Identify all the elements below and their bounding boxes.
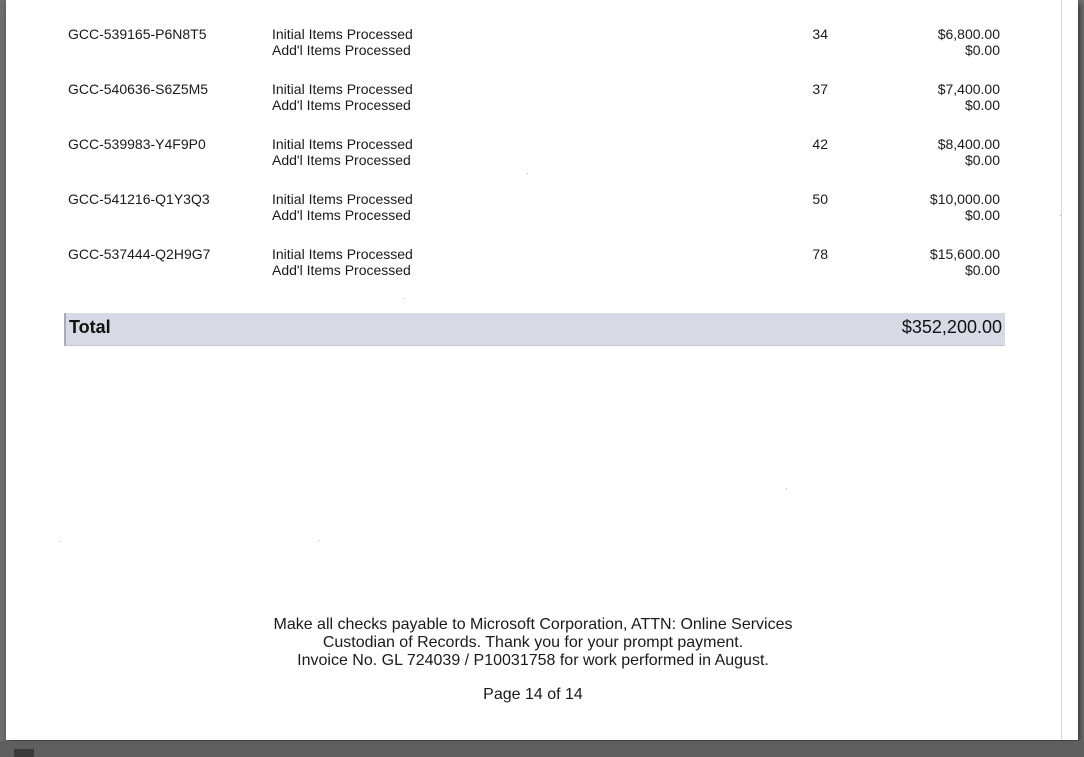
addl-items-label: Add'l Items Processed <box>272 262 411 278</box>
item-description <box>272 191 413 223</box>
line-item-row <box>6 191 1078 225</box>
addl-items-label: Add'l Items Processed <box>272 207 411 223</box>
line-item-row <box>6 26 1078 60</box>
total-bar <box>64 313 1005 346</box>
item-amount <box>886 81 1000 113</box>
initial-amount: $8,400.00 <box>937 136 1000 152</box>
line-item-row <box>6 136 1078 170</box>
payment-instructions-line-2: Custodian of Records. Thank you for your prompt payment. <box>322 634 744 651</box>
item-quantity: 50 <box>812 191 828 207</box>
initial-items-label: Initial Items Processed <box>272 81 413 97</box>
addl-amount: $0.00 <box>964 207 1000 223</box>
addl-amount: $0.00 <box>964 262 1000 278</box>
invoice-reference-line: Invoice No. GL 724039 / P10031758 for work performed in August. <box>297 652 769 669</box>
addl-amount: $0.00 <box>964 152 1000 168</box>
case-id: GCC-540636-S6Z5M5 <box>68 81 209 97</box>
viewer-bottom-strip <box>0 741 1084 757</box>
line-item-row <box>6 81 1078 115</box>
addl-items-label: Add'l Items Processed <box>272 152 411 168</box>
case-id: GCC-539983-Y4F9P0 <box>68 136 206 152</box>
item-quantity: 34 <box>812 26 828 42</box>
item-quantity: 37 <box>812 81 828 97</box>
item-description <box>272 136 413 168</box>
payment-instructions-line-1: Make all checks payable to Microsoft Corporation, ATTN: Online Services <box>273 616 793 633</box>
item-quantity: 42 <box>812 136 828 152</box>
initial-items-label: Initial Items Processed <box>272 26 413 42</box>
item-description <box>272 246 413 278</box>
case-id: GCC-537444-Q2H9G7 <box>68 246 211 262</box>
line-item-row <box>6 246 1078 280</box>
payment-instructions <box>196 616 870 670</box>
scan-speck <box>60 541 61 542</box>
addl-items-label: Add'l Items Processed <box>272 97 411 113</box>
addl-amount: $0.00 <box>964 97 1000 113</box>
total-label: Total <box>69 317 111 337</box>
item-description <box>272 26 413 58</box>
scan-speck <box>1060 215 1061 216</box>
initial-items-label: Initial Items Processed <box>272 136 413 152</box>
page-number: Page 14 of 14 <box>483 686 583 703</box>
scan-speck <box>319 540 320 541</box>
item-description <box>272 81 413 113</box>
invoice-page <box>6 0 1078 740</box>
scan-speck <box>786 488 787 489</box>
viewer-corner-tab <box>14 749 34 757</box>
initial-amount: $6,800.00 <box>937 26 1000 42</box>
initial-amount: $7,400.00 <box>937 81 1000 97</box>
addl-amount: $0.00 <box>964 42 1000 58</box>
initial-items-label: Initial Items Processed <box>272 246 413 262</box>
case-id: GCC-541216-Q1Y3Q3 <box>68 191 210 207</box>
initial-amount: $15,600.00 <box>929 246 1000 262</box>
item-amount <box>886 136 1000 168</box>
item-amount <box>886 246 1000 278</box>
item-amount <box>886 26 1000 58</box>
total-amount: $352,200.00 <box>901 317 1002 337</box>
initial-amount: $10,000.00 <box>929 191 1000 207</box>
scan-speck <box>403 298 404 299</box>
initial-items-label: Initial Items Processed <box>272 191 413 207</box>
item-quantity: 78 <box>812 246 828 262</box>
case-id: GCC-539165-P6N8T5 <box>68 26 207 42</box>
addl-items-label: Add'l Items Processed <box>272 42 411 58</box>
item-amount <box>886 191 1000 223</box>
scan-speck <box>527 173 528 174</box>
